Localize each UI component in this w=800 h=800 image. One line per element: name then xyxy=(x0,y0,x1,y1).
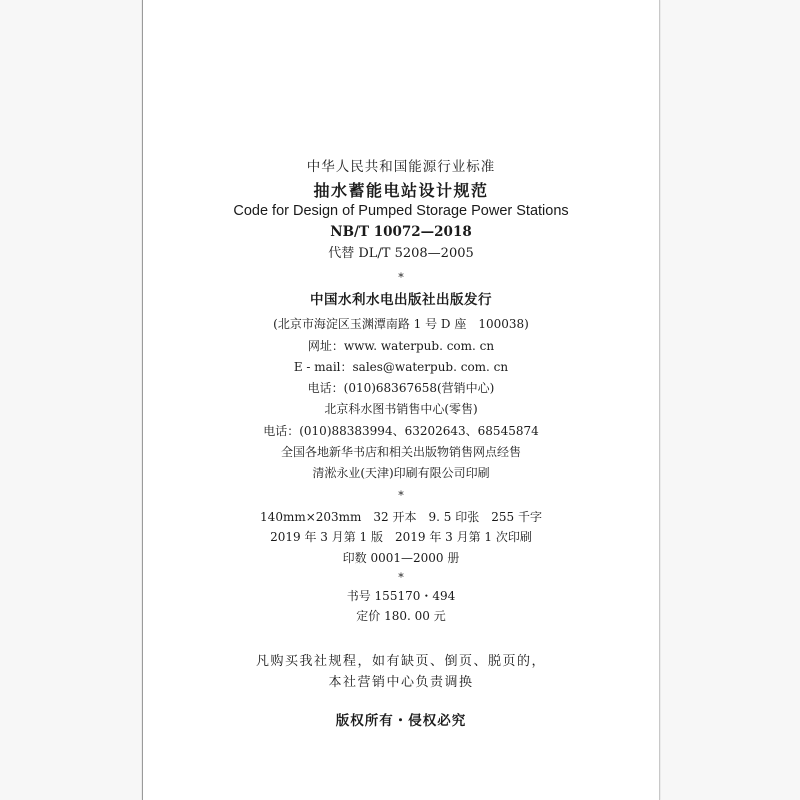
replaces-standard: 代替 DL/T 5208—2005 xyxy=(328,246,474,261)
sales-phone: 电话：(010)68367658(营销中心) xyxy=(307,381,495,395)
publisher-address: (北京市海淀区玉渊潭南路 1 号 D 座 100038) xyxy=(273,317,529,331)
standard-code: NB/T 10072—2018 xyxy=(330,224,472,240)
price: 定价 180. 00 元 xyxy=(356,609,446,623)
print-run: 印数 0001—2000 册 xyxy=(342,551,460,565)
publisher: 中国水利水电出版社出版发行 xyxy=(310,292,492,308)
book-format: 140mm×203mm 32 开本 9. 5 印张 255 千字 xyxy=(260,510,542,524)
retail-phone: 电话：(010)88383994、63202643、68545874 xyxy=(263,424,539,438)
separator-star: * xyxy=(398,571,404,584)
distribution-note: 全国各地新华书店和相关出版物销售网点经售 xyxy=(280,445,521,459)
book-number: 书号 155170・494 xyxy=(346,589,456,603)
replacement-notice-line2: 本社营销中心负责调换 xyxy=(328,675,474,690)
edition-info: 2019 年 3 月第 1 版 2019 年 3 月第 1 次印刷 xyxy=(270,530,532,544)
separator-star: * xyxy=(398,489,404,502)
book-title-english: Code for Design of Pumped Storage Power Stations xyxy=(233,203,569,219)
colophon-page xyxy=(142,0,660,800)
copyright-notice: 版权所有・侵权必究 xyxy=(335,713,467,729)
printer: 清淞永业(天津)印刷有限公司印刷 xyxy=(312,466,490,480)
publisher-website: 网址：www. waterpub. com. cn xyxy=(307,339,495,353)
replacement-notice-line1: 凡购买我社规程，如有缺页、倒页、脱页的， xyxy=(255,654,546,669)
standard-organization: 中华人民共和国能源行业标准 xyxy=(306,159,496,175)
book-title-chinese: 抽水蓄能电站设计规范 xyxy=(313,181,489,200)
retail-center: 北京科水图书销售中心(零售) xyxy=(324,402,478,416)
separator-star: * xyxy=(398,271,404,284)
publisher-email: E - mail：sales@waterpub. com. cn xyxy=(293,360,509,374)
